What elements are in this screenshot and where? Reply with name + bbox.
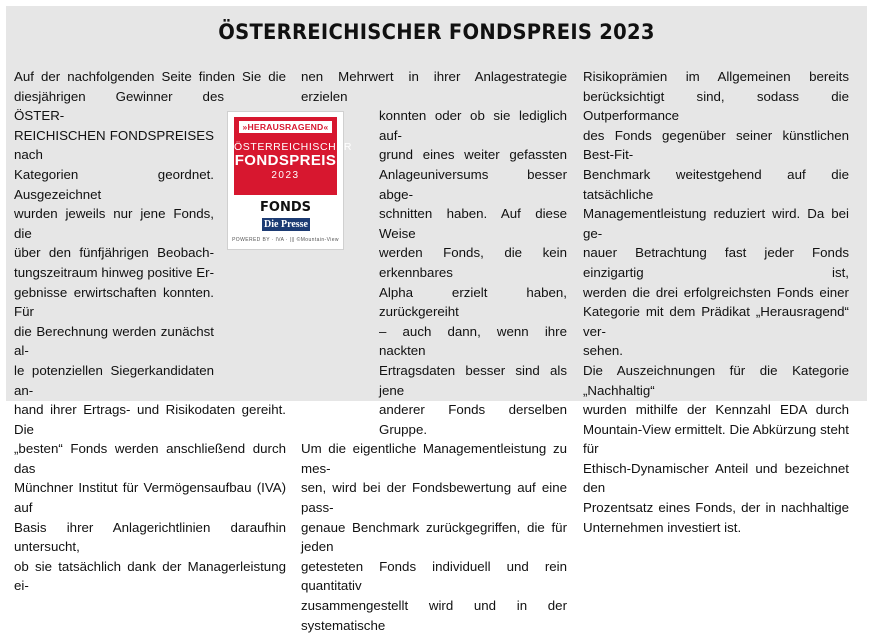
text-line: Um die eigentliche Managementleistung zu mes- [301, 441, 567, 476]
text-line: Anlageuniversums besser abge- [379, 166, 567, 202]
column-3 [583, 67, 849, 537]
text-line: sen, wird bei der Fondsbewertung auf eine pass- [301, 480, 567, 516]
logo-badge: »HERAUSRAGEND« [239, 121, 333, 133]
text-line: Ertragsdaten besser sind als jene [379, 362, 567, 398]
text-line: nauer Betrachtung fast jeder Fonds einzigartig ist, [583, 245, 849, 280]
text-line: werden die drei erfolgreichsten Fonds einer [583, 284, 849, 300]
logo-fonds: FONDS [260, 200, 311, 215]
text-line: diesjährigen Gewinner des ÖSTER- [14, 88, 224, 124]
text-line: schnitten haben. Auf diese Weise [379, 206, 567, 241]
text-line: ob sie tatsächlich dank der Managerleistung ei- [14, 558, 286, 594]
text-line: Alpha erzielt haben, zurückgereiht [379, 284, 567, 320]
text-line: wurden jeweils nur jene Fonds, die [14, 206, 214, 241]
text-line: berücksichtigt sind, sodass die Outperformance [583, 88, 849, 124]
text-line: gebnisse erwirtschaften konnten. Für [14, 284, 214, 320]
text-line: hand ihrer Ertrags- und Risikodaten gereiht. Die [14, 402, 286, 437]
text-line: Managementleistung reduziert wird. Da bei ge- [583, 206, 849, 241]
fondspreis-logo [227, 111, 353, 250]
text-line: Ethisch-Dynamischer Anteil und bezeichnet den [583, 460, 849, 496]
text-line: getesteten Fonds individuell und rein quantitativ [301, 558, 567, 594]
text-line: Auf der nachfolgenden Seite finden Sie die [14, 69, 286, 84]
text-line: genaue Benchmark zurückgegriffen, die für jeden [301, 519, 567, 555]
text-line: tungszeitraum hinweg positive Er- [14, 264, 214, 280]
text-line: Unternehmen investiert ist. [583, 519, 742, 535]
text-line: wurden mithilfe der Kennzahl EDA durch [583, 402, 849, 418]
logo-red-block [234, 117, 353, 195]
logo-year: 2023 [271, 170, 300, 181]
text-line: – auch dann, wenn ihre nackten [379, 323, 567, 359]
logo-footer: POWERED BY · IVA · ||| ©Mountain-View [232, 237, 339, 243]
text-line: grund eines weiter gefassten [379, 147, 567, 163]
text-line: Die Auszeichnungen für die Kategorie „Nachhaltig“ [583, 362, 849, 398]
text-line: Benchmark weitestgehend auf die tatsächliche [583, 166, 849, 202]
logo-line2: FONDSPREIS [234, 152, 337, 169]
text-line: des Fonds gegenüber seiner künstlichen Best-Fit- [583, 127, 849, 163]
text-line: sehen. [583, 343, 623, 359]
text-line: Mountain-View ermittelt. Die Abkürzung steht für [583, 421, 849, 457]
text-line: „besten“ Fonds werden anschließend durch das [14, 441, 286, 476]
text-line: le potenziellen Siegerkandidaten an- [14, 362, 214, 398]
text-line: über den fünfjährigen Beobach- [14, 245, 214, 261]
text-line: konnten oder ob sie lediglich auf- [379, 108, 567, 143]
text-line: Kategorien geordnet. Ausgezeichnet [14, 166, 214, 202]
text-line: Prozentsatz eines Fonds, der in nachhaltige [583, 500, 849, 516]
text-line: Kategorie mit dem Prädikat „Herausragend“ ver- [583, 304, 849, 339]
logo-die-presse: Die Presse [262, 218, 310, 231]
text-line: anderer Fonds derselben Gruppe. [379, 402, 567, 437]
text-line: Basis ihrer Anlagerichtlinien daraufhin untersucht, [14, 519, 286, 555]
logo-line1: ÖSTERREICHISCHER [234, 141, 353, 153]
text-line: werden Fonds, die kein erkennbares [379, 245, 567, 280]
article-title: ÖSTERREICHISCHER FONDSPREIS 2023 [218, 20, 655, 44]
text-line: die Berechnung werden zunächst al- [14, 323, 214, 359]
text-line: zusammengestellt wird und in der systematische [301, 598, 567, 633]
text-line: Münchner Institut für Vermögensaufbau (IVA) auf [14, 480, 286, 516]
text-line: nen Mehrwert in ihrer Anlagestrategie erzielen [301, 69, 567, 104]
text-line: REICHISCHEN FONDSPREISES nach [14, 127, 214, 163]
text-line: Risikoprämien im Allgemeinen bereits [583, 69, 849, 84]
